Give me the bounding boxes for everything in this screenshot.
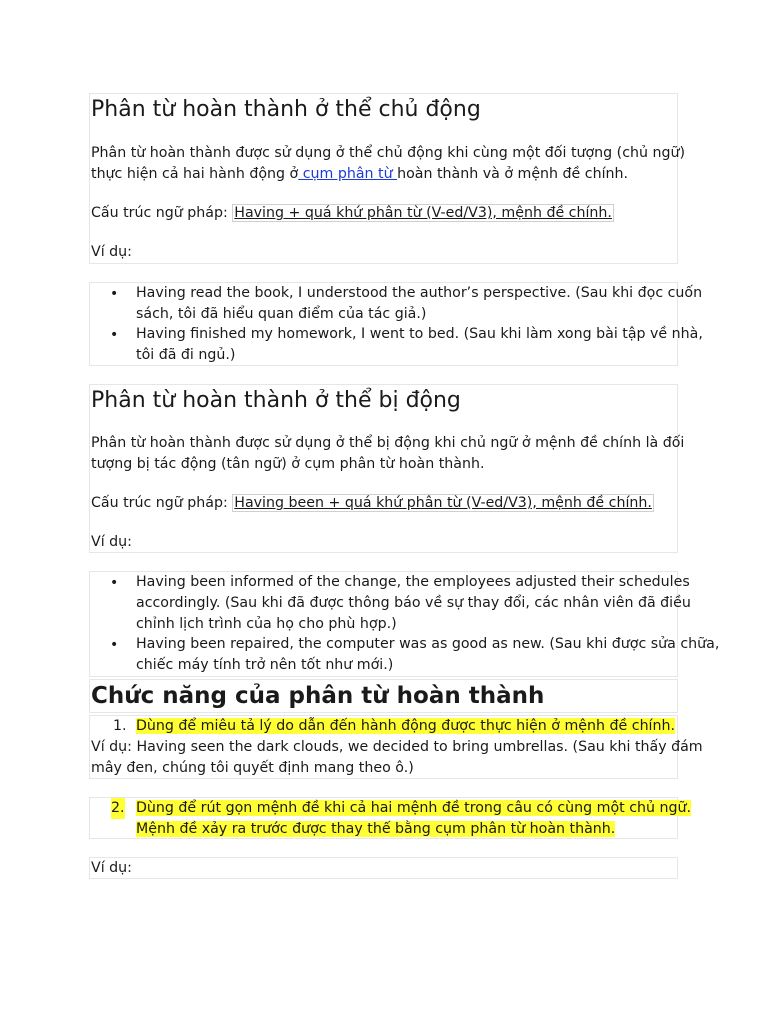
section1-title: Phân từ hoàn thành ở thể chủ động: [91, 97, 481, 122]
section2-example2-line1: Having been repaired, the computer was as good as new. (Sau khi được sửa chữa,: [136, 636, 720, 652]
section1-paragraph-post: hoàn thành và ở mệnh đề chính.: [397, 166, 629, 182]
section1-paragraph-line2: [91, 164, 628, 185]
section1-paragraph-line1: Phân từ hoàn thành được sử dụng ở thể chủ động khi cùng một đối tượng (chủ ngữ): [91, 145, 686, 161]
section2-example1-line3: chỉnh lịch trình của họ cho phù hợp.): [136, 616, 397, 632]
section3-example1-line1: Ví dụ: Having seen the dark clouds, we decided to bring umbrellas. (Sau khi thấy đám: [91, 739, 703, 755]
section1-structure-label: Cấu trúc ngữ pháp:: [91, 205, 233, 221]
section3-example1-line2: mây đen, chúng tôi quyết định mang theo ô.): [91, 760, 414, 776]
section2-title: Phân từ hoàn thành ở thể bị động: [91, 388, 461, 413]
section1-example-label: Ví dụ:: [91, 244, 132, 260]
item1-highlight: Dùng để miêu tả lý do dẫn đến hành động được thực hiện ở mệnh đề chính.: [136, 718, 675, 734]
section1-structure-value: Having + quá khứ phân từ (V-ed/V3), mệnh đề chính.: [234, 205, 612, 221]
item2-highlight-line2: Mệnh đề xảy ra trước được thay thế bằng cụm phân từ hoàn thành.: [136, 821, 616, 837]
section1-example1-line2: sách, tôi đã hiểu quan điểm của tác giả.): [136, 306, 427, 322]
section1-example2-line2: tôi đã đi ngủ.): [136, 347, 236, 363]
item1-number: 1.: [113, 718, 127, 734]
item1-text: [136, 716, 675, 737]
section2-structure-value: Having been + quá khứ phân từ (V-ed/V3), mệnh đề chính.: [234, 495, 652, 511]
item2-number: 2.: [111, 798, 125, 819]
section1-example2-line1: Having finished my homework, I went to bed. (Sau khi làm xong bài tập về nhà,: [136, 326, 703, 342]
section2-paragraph-line1: Phân từ hoàn thành được sử dụng ở thể bị động khi chủ ngữ ở mệnh đề chính là đối: [91, 435, 685, 451]
bullet-marker: •: [110, 575, 119, 591]
section1-structure: [91, 203, 614, 224]
section1-paragraph-pre: thực hiện cả hai hành động ở: [91, 166, 299, 182]
section2-example1-line2: accordingly. (Sau khi đã được thông báo về sự thay đổi, các nhân viên đã điều: [136, 595, 691, 611]
section2-paragraph-line2: tượng bị tác động (tân ngữ) ở cụm phân từ hoàn thành.: [91, 456, 485, 472]
item2-text-line2: [136, 819, 615, 840]
section3-example2-label: Ví dụ:: [91, 860, 132, 876]
bullet-marker: •: [110, 286, 119, 302]
item2-highlight-line1: Dùng để rút gọn mệnh đề khi cả hai mệnh đề trong câu có cùng một chủ ngữ.: [136, 800, 692, 816]
section2-structure: [91, 493, 654, 514]
cum-phan-tu-link[interactable]: cụm phân từ: [298, 166, 398, 182]
item2-text-line1: [136, 798, 691, 819]
section3-example2-block: [89, 857, 678, 879]
section3-title: Chức năng của phân từ hoàn thành: [91, 683, 545, 709]
section2-structure-label: Cấu trúc ngữ pháp:: [91, 495, 233, 511]
section2-example2-line2: chiếc máy tính trở nên tốt như mới.): [136, 657, 394, 673]
bullet-marker: •: [110, 327, 119, 343]
section2-example-label: Ví dụ:: [91, 534, 132, 550]
bullet-marker: •: [110, 637, 119, 653]
section2-example1-line1: Having been informed of the change, the employees adjusted their schedules: [136, 574, 690, 590]
section1-example1-line1: Having read the book, I understood the author’s perspective. (Sau khi đọc cuốn: [136, 285, 703, 301]
